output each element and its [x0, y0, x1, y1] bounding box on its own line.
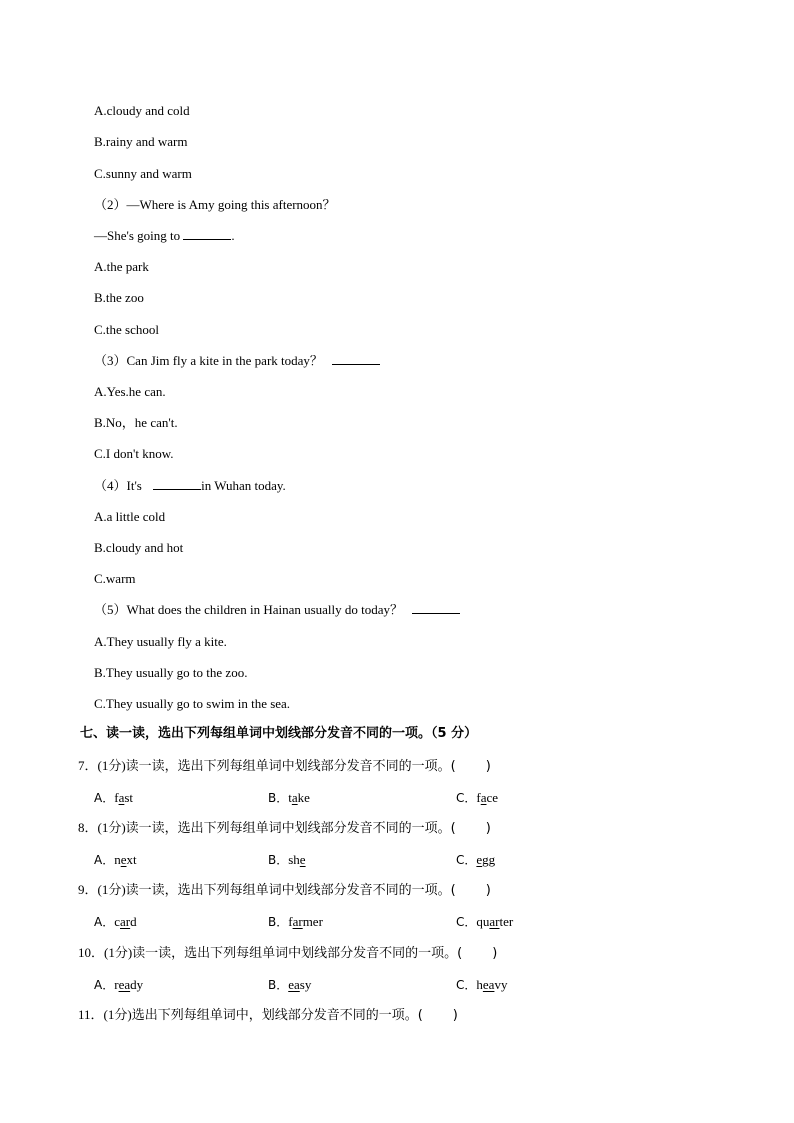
q9-option-c	[456, 914, 513, 930]
q9-option-a-pre: c	[114, 914, 120, 929]
q5-option-b: B.They usually go to the zoo.	[94, 665, 248, 680]
question-10-close: )	[492, 946, 498, 961]
q7-option-b-pre: t	[288, 790, 292, 805]
question-9	[78, 882, 491, 899]
q1-option-c: C.sunny and warm	[94, 166, 192, 181]
question-10-text: 读一读，选出下列每组单词中划线部分发音不同的一项。(	[132, 946, 463, 961]
question-8-number: 8．(1分)	[78, 820, 126, 835]
q5-answer-blank[interactable]	[412, 602, 460, 614]
question-11-text: 选出下列每组单词中，划线部分发音不同的一项。(	[131, 1008, 423, 1023]
q4-option-c: C.warm	[94, 571, 136, 586]
question-10-number: 10．(1分)	[78, 945, 133, 960]
question-10	[78, 945, 497, 962]
question-7-close: )	[485, 759, 491, 774]
q7-option-c-label: C．	[456, 791, 477, 805]
q8-option-b-label: B．	[268, 853, 289, 867]
q2-answer-suffix: .	[231, 228, 235, 243]
q9-option-b-label: B．	[268, 915, 289, 929]
q10-option-a-label: A．	[94, 978, 115, 992]
q7-option-b-post: ke	[297, 790, 310, 805]
q9-option-b-underlined: ar	[292, 914, 303, 929]
q7-option-a	[94, 790, 133, 806]
q8-option-a-post: xt	[126, 852, 137, 867]
q10-option-a-pre: r	[114, 977, 119, 992]
q3-option-a: A.Yes.he can.	[94, 384, 166, 399]
q10-option-c-label: C．	[456, 978, 477, 992]
q3-option-b: B.No，he can't.	[94, 415, 178, 430]
q10-option-a-post: dy	[130, 977, 144, 992]
q10-option-a-underlined: ea	[118, 977, 131, 992]
q10-option-b-underlined: ea	[288, 977, 300, 992]
q8-option-c-label: C．	[456, 853, 477, 867]
q9-option-a-underlined: ar	[120, 914, 131, 929]
q7-option-a-label: A．	[94, 791, 115, 805]
question-9-number: 9．(1分)	[78, 882, 126, 897]
q8-option-a-pre: n	[114, 852, 121, 867]
q10-option-c-underlined: ea	[482, 977, 495, 992]
q10-option-b-post: sy	[299, 977, 312, 992]
q8-option-c-post: gg	[482, 852, 496, 867]
q8-option-b-pre: sh	[288, 852, 300, 867]
q8-option-a-label: A．	[94, 853, 115, 867]
q1-option-b: B.rainy and warm	[94, 134, 188, 149]
q4-option-b: B.cloudy and hot	[94, 540, 184, 555]
q7-option-b-underlined: a	[291, 790, 298, 805]
question-8	[78, 820, 491, 837]
question-11-close: )	[452, 1008, 458, 1023]
q3-prompt-line	[94, 353, 794, 369]
q5-prompt: （5）What does the children in Hainan usually do today？	[94, 602, 404, 617]
question-7	[78, 758, 491, 775]
q9-option-a-post: d	[130, 914, 137, 929]
q4-answer-blank[interactable]	[153, 478, 201, 490]
q4-prompt-prefix: （4）It's	[94, 478, 142, 493]
question-7-text: 读一读，选出下列每组单词中划线部分发音不同的一项。(	[125, 759, 456, 774]
question-11-number: 11．(1分)	[78, 1007, 132, 1022]
q10-option-c	[456, 977, 507, 993]
q9-option-b	[268, 914, 323, 930]
question-11	[78, 1007, 458, 1024]
q9-option-c-pre: qu	[476, 914, 490, 929]
q2-prompt: （2）—Where is Amy going this afternoon？	[94, 197, 336, 212]
q8-option-b-underlined: e	[299, 852, 306, 867]
q9-option-b-pre: f	[288, 914, 293, 929]
q3-answer-blank[interactable]	[332, 353, 380, 365]
q8-option-c-underlined: e	[476, 852, 483, 867]
q10-option-b-label: B．	[268, 978, 289, 992]
q2-option-a: A.the park	[94, 259, 149, 274]
q2-option-b: B.the zoo	[94, 290, 144, 305]
q10-option-c-post: vy	[494, 977, 508, 992]
q2-answer-prefix: —She's going to	[94, 228, 181, 243]
q10-option-a	[94, 977, 143, 993]
q7-option-c-underlined: a	[480, 790, 487, 805]
q9-option-b-post: mer	[302, 914, 323, 929]
q7-option-b-label: B．	[268, 791, 289, 805]
q9-option-a	[94, 914, 137, 930]
q7-option-a-underlined: a	[118, 790, 125, 805]
q8-option-a	[94, 852, 137, 868]
q3-option-c: C.I don't know.	[94, 446, 174, 461]
question-8-close: )	[485, 821, 491, 836]
q9-option-c-post: ter	[499, 914, 514, 929]
question-8-text: 读一读，选出下列每组单词中划线部分发音不同的一项。(	[125, 821, 456, 836]
q9-option-c-label: C．	[456, 915, 477, 929]
q7-option-a-pre: f	[114, 790, 119, 805]
q7-option-c-post: ce	[486, 790, 499, 805]
q4-prompt-suffix: in Wuhan today.	[201, 478, 286, 493]
q10-option-c-pre: h	[476, 977, 483, 992]
q4-option-a: A.a little cold	[94, 509, 166, 524]
q4-prompt-line	[94, 478, 794, 494]
q7-option-c-pre: f	[476, 790, 481, 805]
q5-prompt-line	[94, 602, 794, 618]
q1-option-a: A.cloudy and cold	[94, 103, 190, 118]
q7-option-a-post: st	[124, 790, 134, 805]
q10-option-b	[268, 977, 311, 993]
q8-option-b	[268, 852, 306, 868]
q7-option-b	[268, 790, 310, 806]
q2-option-c: C.the school	[94, 322, 159, 337]
q3-prompt: （3）Can Jim fly a kite in the park today？	[94, 353, 323, 368]
q5-option-a: A.They usually fly a kite.	[94, 634, 227, 649]
q9-option-c-underlined: ar	[489, 914, 500, 929]
q8-option-a-underlined: e	[120, 852, 127, 867]
q7-option-c	[456, 790, 498, 806]
question-9-text: 读一读，选出下列每组单词中划线部分发音不同的一项。(	[125, 883, 456, 898]
question-9-close: )	[485, 883, 491, 898]
q5-option-c: C.They usually go to swim in the sea.	[94, 696, 291, 711]
q2-answer-blank[interactable]	[183, 228, 231, 240]
section-title: 七、读一读，选出下列每组单词中划线部分发音不同的一项。（5 分）	[80, 726, 478, 741]
question-7-number: 7．(1分)	[78, 758, 126, 773]
q2-answer-line	[94, 228, 794, 244]
q9-option-a-label: A．	[94, 915, 115, 929]
q8-option-c	[456, 852, 495, 868]
